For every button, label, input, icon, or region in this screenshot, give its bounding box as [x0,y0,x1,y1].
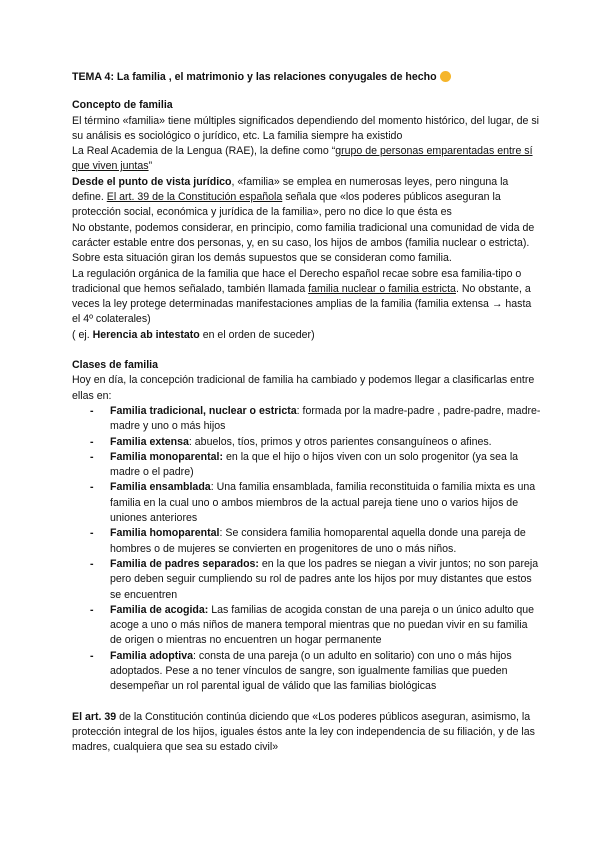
list-item: - Familia tradicional, nuclear o estricta: formada por la madre-padre , padre-padre, madre-madre y uno o más hijos [72,404,542,435]
face-icon [440,71,451,82]
section-heading-concepto: Concepto de familia [72,99,173,112]
document-title: TEMA 4: La familia , el matrimonio y las relaciones conyugales de hecho [72,70,542,85]
paragraph-regulacion: La regulación orgánica de la familia que hace el Derecho español recae sobre esa familia-tipo o tradicional que hemos señalado, también llamada familia nuclear o familia estricta. No obstante, a veces la ley protege determinadas manifestaciones amplias de la familia (familia extensa → hasta el 4º colaterales) [72,267,532,326]
paragraph-rae: La Real Academia de la Lengua (RAE), la define como “grupo de personas emparentadas entre sí que viven juntas” [72,145,533,173]
clases-list [72,404,542,695]
list-item: - Familia de acogida: Las familias de acogida constan de una pareja o un único adulto que acoge a uno o más niños de manera temporal mientras que no puedan vivir en su familia de origen o mientras no encuentren un hogar permanente [72,603,542,649]
paragraph-1: El término «familia» tiene múltiples significados dependiendo del momento histórico, del lugar, de si su análisis es sociológico o jurídico, etc. La familia siempre ha existido [72,114,539,142]
list-item: - Familia homoparental: Se considera familia homoparental aquella donde una pareja de hombres o de mujeres se convierten en progenitores de uno o más niños. [72,526,542,557]
paragraph-ejemplo: ( ej. Herencia ab intestato en el orden de suceder) [72,328,315,341]
clases-intro: Hoy en día, la concepción tradicional de familia ha cambiado y podemos llegar a clasificarlas entre ellas en: [72,374,535,402]
paragraph-art39-continuacion: El art. 39 de la Constitución continúa diciendo que «Los poderes públicos aseguran, asimismo, la protección integral de los hijos, iguales éstos ante la ley con independencia de su filiación, y de las madres, cualquiera que sea su estado civil» [72,710,535,754]
list-item: - Familia extensa: abuelos, tíos, primos y otros parientes consanguíneos o afines. [72,435,542,450]
section-heading-clases: Clases de familia [72,359,158,372]
art39-reference: El art. 39 de la Constitución española [106,191,283,204]
list-item: - Familia de padres separados: en la que los padres se niegan a vivir juntos; no son pareja pero deben seguir cumpliendo su rol de padres ante los hijos por muy distantes que estos se encuentren [72,557,542,603]
list-item: - Familia monoparental: en la que el hijo o hijos viven con un solo progenitor (ya sea la madre o el padre) [72,450,542,481]
familia-nuclear-term: familia nuclear o familia estricta [308,282,456,295]
list-item: - Familia adoptiva: consta de una pareja (o un adulto en solitario) con uno o más hijos adoptados. Pese a no tener vínculos de sangre, son igualmente familias que pueden desempeñar un rol parental igual de válido que las familias biológicas [72,649,542,695]
paragraph-juridico: Desde el punto de vista jurídico, «familia» se emplea en numerosas leyes, pero ninguna la define. El art. 39 de la Constitución española señala que «los poderes públicos aseguran la protección social, económica y jurídica de la familia», pero no dice lo que ésta es [72,175,509,219]
paragraph-no-obstante: No obstante, podemos considerar, en principio, como familia tradicional una comunidad de vida de carácter estable entre dos personas, y, en su caso, los hijos de ambos (familia nuclear o estricta). Sobre esta situación giran los demás supuestos que se consideran como familia. [72,221,535,265]
list-item: - Familia ensamblada: Una familia ensamblada, familia reconstituida o familia mixta es una familia en la cual uno o ambos miembros de la actual pareja tiene uno o varios hijos de uniones anteriores [72,480,542,526]
document-page [72,70,542,755]
rae-definition-link: grupo de personas emparentadas entre sí que viven juntas [72,145,533,173]
